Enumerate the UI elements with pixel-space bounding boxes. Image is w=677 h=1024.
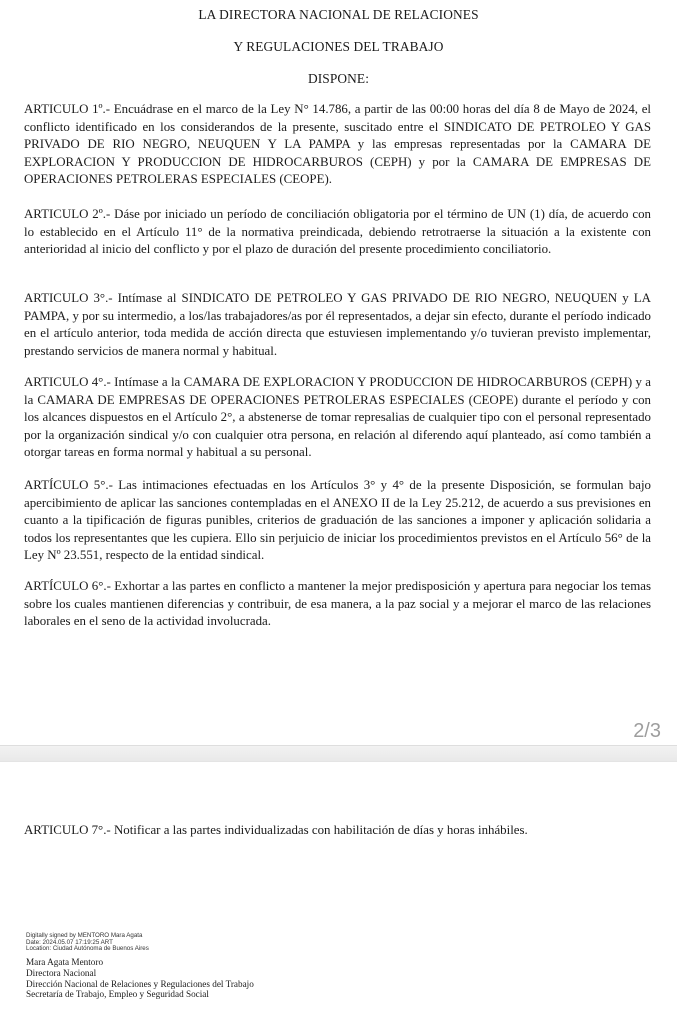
signature-signed-by: Digitally signed by MENTORO Mara Agata: [26, 932, 143, 939]
article-4: ARTICULO 4°.- Intímase a la CAMARA DE EXPLORACION Y PRODUCCION DE HIDROCARBUROS (CEPH) y a la CAMARA DE EMPRESAS DE OPERACIONES PETROLERAS ESPECIALES (CEOPE) durante el período y con los alcances dispuestos en el Artículo 2°, a abstenerse de tomar represalias de cualquier tipo con el personal representado por la organización sindical y/o con cualquier otra persona, en relación al diferendo aquí planteado, así como también a otorgar tareas en forma normal y habitual a su personal.: [24, 375, 651, 460]
digital-signature-stamp: [26, 933, 149, 953]
page-separator: [0, 745, 677, 762]
article-1: ARTICULO 1º.- Encuádrase en el marco de la Ley N° 14.786, a partir de las 00:00 horas del día 8 de Mayo de 2024, el conflicto identificado en los considerandos de la presente, suscitado entre el SINDICATO DE PETROLEO Y GAS PRIVADO DE RIO NEGRO, NEUQUEN Y LA PAMPA y las empresas representadas por la CAMARA DE EXPLORACION Y PRODUCCION DE HIDROCARBUROS (CEPH) y por la CAMARA DE EMPRESAS DE OPERACIONES PETROLERAS ESPECIALES (CEOPE).: [24, 102, 651, 187]
signer-name: Mara Agata Mentoro: [26, 957, 104, 967]
signer-office: Dirección Nacional de Relaciones y Regulaciones del Trabajo: [26, 978, 254, 989]
article-3: ARTICULO 3°.- Intímase al SINDICATO DE PETROLEO Y GAS PRIVADO DE RIO NEGRO, NEUQUEN y LA PAMPA, y por su intermedio, a los/las trabajadores/as por él representados, a dejar sin efecto, durante el período indicado en el artículo anterior, toda medida de acción directa que estuviesen implementando y/o tuvieran previsto implementar, prestando servicios de manera normal y habitual.: [24, 291, 651, 358]
signature-location: Location: Ciudad Autónoma de Buenos Aires: [26, 945, 149, 953]
heading-line-2: Y REGULACIONES DEL TRABAJO: [233, 39, 444, 54]
article-5: ARTÍCULO 5°.- Las intimaciones efectuadas en los Artículos 3° y 4° de la presente Disposición, se formulan bajo apercibimiento de aplicar las sanciones contempladas en el ANEXO II de la Ley 25.212, de acuerdo a sus previsiones en cuanto a la tipificación de figuras punibles, criterios de graduación de las sanciones a imponer y aplicación solidaria a todos los representantes que les cupiera. Ello sin perjuicio de iniciar los procedimientos previstos en el Artículo 56° de la Ley Nº 23.551, respecto de la entidad sindical.: [24, 478, 651, 563]
article-6: ARTÍCULO 6°.- Exhortar a las partes en conflicto a mantener la mejor predisposición y apertura para negociar los temas sobre los cuales mantienen diferencias y contribuir, de esa manera, a la paz social y a mejorar el marco de las relaciones laborales en el seno de la actividad involucrada.: [24, 579, 651, 629]
signer-role: Directora Nacional: [26, 967, 97, 978]
signer-ministry: Secretaría de Trabajo, Empleo y Seguridad Social: [26, 989, 209, 1000]
article-7: ARTICULO 7°.- Notificar a las partes individualizadas con habilitación de días y horas inhábiles.: [24, 823, 528, 837]
page-indicator: 2/3: [633, 720, 661, 742]
article-2: ARTICULO 2º.- Dáse por iniciado un período de conciliación obligatoria por el término de UN (1) día, de acuerdo con lo establecido en el Artículo 11° de la normativa preindicada, debiendo retrotraerse la situación a la existente con anterioridad al inicio del conflicto y por el plazo de duración del presente procedimiento conciliatorio.: [24, 207, 651, 257]
signature-date: Date: 2024.05.07 17:19:25 ART: [26, 938, 113, 946]
heading-dispone: DISPONE:: [307, 71, 370, 86]
heading-line-1: LA DIRECTORA NACIONAL DE RELACIONES: [198, 7, 479, 22]
signer-block: [26, 957, 254, 1000]
